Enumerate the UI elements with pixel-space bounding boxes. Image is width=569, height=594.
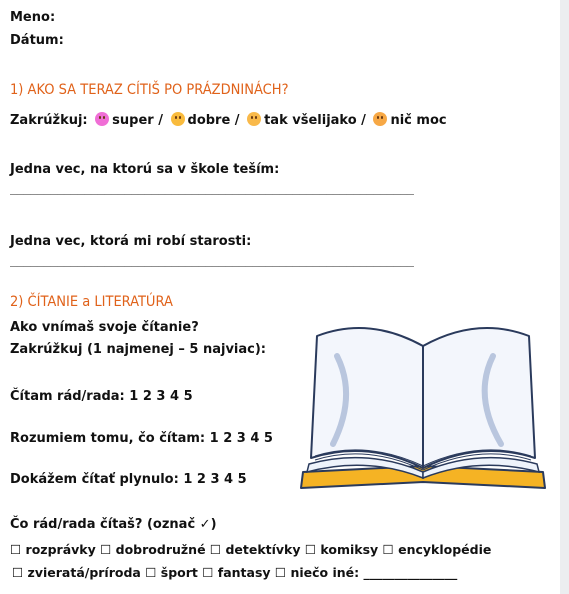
grinning-emoji-icon — [95, 112, 109, 126]
question-worries: Jedna vec, ktorá mi robí starosti: — [10, 234, 252, 249]
circle-instruction: Zakrúžkuj: — [10, 113, 88, 128]
option-dobre[interactable]: dobre / — [187, 113, 240, 128]
answer-line-1[interactable]: ____________________________________________________________ — [10, 181, 414, 195]
genre-question: Čo rád/rada čítaš? (označ ✓) — [10, 517, 217, 532]
rating-row-enjoy[interactable]: Čítam rád/rada: 1 2 3 4 5 — [10, 389, 193, 404]
rating-row-understand[interactable]: Rozumiem tomu, čo čítam: 1 2 3 4 5 — [10, 431, 273, 446]
open-book-illustration — [297, 316, 549, 490]
genre-options-line-2[interactable]: ☐ zvieratá/príroda ☐ šport ☐ fantasy ☐ niečo iné: _______________ — [12, 565, 458, 580]
option-tak-vselijako[interactable]: tak všelijako / — [264, 113, 366, 128]
option-nic-moc[interactable]: nič moc — [390, 113, 447, 128]
sad-emoji-icon — [373, 112, 387, 126]
answer-line-2[interactable]: ____________________________________________________________ — [10, 253, 414, 267]
option-super[interactable]: super / — [112, 113, 163, 128]
mood-row — [10, 112, 447, 129]
scrollbar-track[interactable] — [560, 0, 569, 594]
date-label: Dátum: — [10, 33, 64, 48]
smiling-emoji-icon — [171, 112, 185, 126]
rating-instruction: Zakrúžkuj (1 najmenej – 5 najviac): — [10, 342, 267, 357]
genre-options-line-1[interactable]: ☐ rozprávky ☐ dobrodružné ☐ detektívky ☐ komiksy ☐ encyklopédie — [10, 542, 492, 557]
section2-title: 2) ČÍTANIE a LITERATÚRA — [10, 294, 173, 310]
neutral-emoji-icon — [247, 112, 261, 126]
rating-row-fluency[interactable]: Dokážem čítať plynulo: 1 2 3 4 5 — [10, 472, 247, 487]
name-label: Meno: — [10, 10, 56, 25]
reading-subtitle: Ako vnímaš svoje čítanie? — [10, 320, 199, 335]
section1-title: 1) AKO SA TERAZ CÍTIŠ PO PRÁZDNINÁCH? — [10, 82, 289, 98]
question-look-forward: Jedna vec, na ktorú sa v škole teším: — [10, 162, 280, 177]
